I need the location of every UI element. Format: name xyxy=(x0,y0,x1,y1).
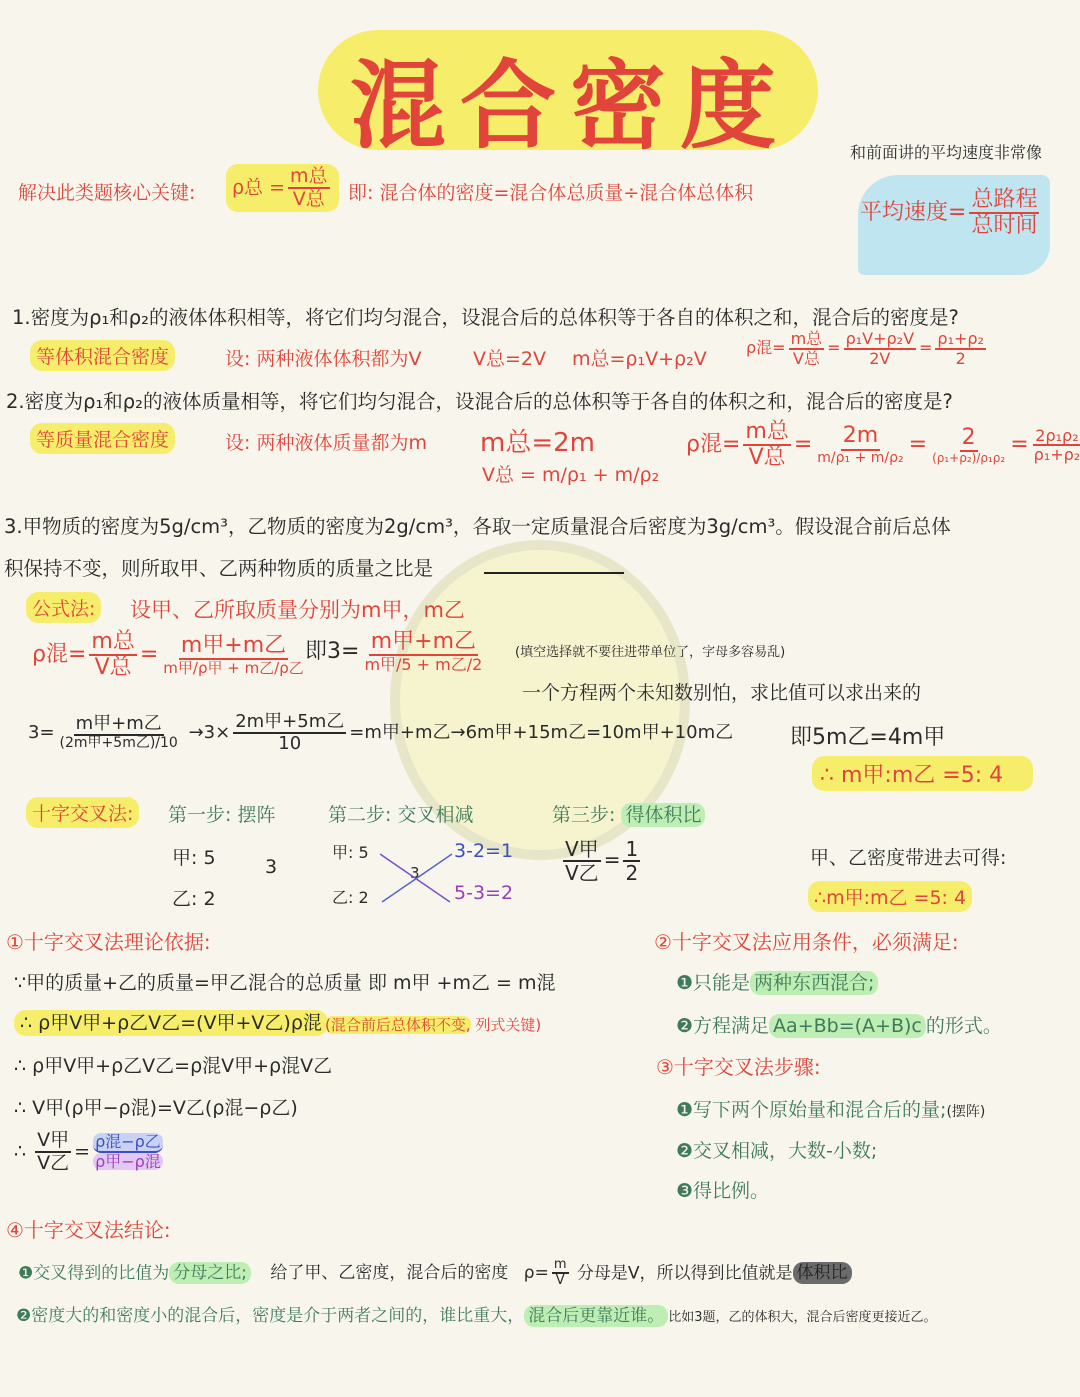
s1-line4: ∴ V甲(ρ甲−ρ混)=V乙(ρ混−ρ乙) xyxy=(14,1097,298,1119)
eq2-n: m甲+m乙 xyxy=(369,630,478,656)
s4-i1-f: ρ= xyxy=(523,1263,549,1284)
array-yi: 乙: 2 xyxy=(172,888,216,910)
s4-i1-a: ❶交叉得到的比值为 xyxy=(18,1263,170,1284)
sub-text: 甲、乙密度带进去可得: xyxy=(810,847,1007,869)
s1-note-b: 列式关键) xyxy=(470,1016,542,1034)
s1-line1: ∵甲的质量+乙的质量=甲乙混合的总质量 即 m甲 +m乙 = m混 xyxy=(14,972,556,994)
q1-tag: 等体积混合密度 xyxy=(30,340,175,371)
q1-f2n: ρ₁V+ρ₂V xyxy=(845,329,915,348)
speed-num: 总路程 xyxy=(969,188,1039,214)
q2-f1n: m总 xyxy=(743,420,790,446)
eq3 xyxy=(28,712,733,754)
s1-line5: ∴ $\frac{\text{V甲}}{\text{V乙}}$ = $\frac{\text{ρ混−ρ乙}}{\text{ρ甲−ρ混}}$ xyxy=(14,1129,161,1174)
s4-i1-fn: m xyxy=(552,1258,569,1274)
q2-question: 2.密度为ρ₁和ρ₂的液体质量相等，将它们均匀混合，设混合后的总体积等于各自的体积之和，混合后的密度是? xyxy=(6,390,953,413)
q1-f1d: V总 xyxy=(792,348,820,368)
array-jia: 甲: 5 xyxy=(172,847,216,869)
cross-jia: 甲: 5 xyxy=(332,843,369,862)
key-den: V总 xyxy=(292,187,325,210)
q1-rho: ρ混= xyxy=(746,338,786,358)
s4-i1-b: 分母之比; xyxy=(169,1262,251,1284)
q1-question: 1.密度为ρ₁和ρ₂的液体体积相等，将它们均匀混合，设混合后的总体积等于各自的体积之和，混合后的密度是? xyxy=(12,306,959,329)
q2-f4n: 2ρ₁ρ₂ xyxy=(1035,425,1079,445)
q2-rho: ρ混= xyxy=(686,432,741,458)
q2-f2d: m/ρ₁ + m/ρ₂ xyxy=(817,449,904,466)
ratio-rn: 1 xyxy=(625,837,639,861)
s4-item2 xyxy=(16,1301,937,1326)
s3-i1: ❶写下两个原始量和混合后的量; xyxy=(676,1099,947,1121)
key-explain: 即: 混合体的密度=混合体总质量÷混合体总体积 xyxy=(348,182,754,204)
key-formula-lhs: ρ总 = xyxy=(232,176,286,199)
eq4: 即5m乙=4m甲 xyxy=(790,725,946,750)
array-mix: 3 xyxy=(265,856,278,878)
q1-v: V总=2V xyxy=(473,348,547,370)
s1-l5-n: V甲 xyxy=(37,1129,70,1151)
eq3-n: m甲+m乙 xyxy=(75,713,162,735)
speed-lhs: 平均速度= xyxy=(860,200,967,226)
q2-rho-formula: ρ混= $\frac{\text{m总}}{\text{V总}}$ = $\frac{2m}{\text{m/ρ₁ + m/ρ₂}}$ = $\frac{2}{\text{(ρ₁+ρ₂)/ρ₁ρ₂}}$ = $\frac{\text{2ρ₁ρ₂}}{\text{ρ₁+ρ₂}}$ xyxy=(686,420,1080,470)
q1-rho-formula: ρ混= $\frac{\text{m总}}{\text{V总}}$ = $\frac{\text{ρ₁V+ρ₂V}}{2V}$ = $\frac{\text{ρ₁+ρ₂}}{2}$ xyxy=(746,329,984,368)
cross-bottom: 5-3=2 xyxy=(454,882,514,904)
s2-item2 xyxy=(676,1011,1002,1038)
volume-ratio: $\frac{\text{V甲}}{\text{V乙}}$ = $\frac{1}{2}$ xyxy=(565,837,639,885)
eq3-md: 10 xyxy=(278,732,302,754)
step2: 第二步: 交叉相减 xyxy=(328,804,474,826)
s2-i2-a: ❷方程满足 xyxy=(676,1015,770,1037)
cross-lines xyxy=(378,850,458,906)
eq3-mid: →3× xyxy=(188,721,231,743)
s4-title: ④十字交叉法结论: xyxy=(6,1218,171,1242)
q1-f3d: 2 xyxy=(955,348,966,368)
eq1-f2d: m甲/ρ甲 + m乙/ρ乙 xyxy=(163,659,304,678)
s3-item2: ❷交叉相减，大数-小数; xyxy=(676,1140,878,1162)
note1: (填空选择就不要往进带单位了，字母多容易乱) xyxy=(515,645,786,660)
q1-f3n: ρ₁+ρ₂ xyxy=(937,329,984,348)
q2-f3d: (ρ₁+ρ₂)/ρ₁ρ₂ xyxy=(932,450,1006,465)
method1-set: 设甲、乙所取质量分别为m甲，m乙 xyxy=(130,598,465,622)
eq3-mn: 2m甲+5m乙 xyxy=(235,711,345,732)
key-label: 解决此类题核心关键: xyxy=(18,182,196,204)
q2-f4d: ρ₁+ρ₂ xyxy=(1033,445,1080,465)
q2-v-lhs: V总 = xyxy=(482,464,536,486)
s1-l5-d: V乙 xyxy=(37,1151,70,1174)
method1-label: 公式法: xyxy=(26,592,101,623)
key-formula xyxy=(226,164,339,212)
q1-f2d: 2V xyxy=(869,348,891,368)
s4-i1-e: 体积比 xyxy=(793,1262,852,1284)
s4-item1 xyxy=(18,1258,852,1289)
q2-f3n: 2 xyxy=(960,426,978,452)
q1-m: m总=ρ₁V+ρ₂V xyxy=(572,348,707,370)
step1: 第一步: 摆阵 xyxy=(168,804,276,826)
eq2 xyxy=(305,630,487,674)
s4-i2-b: 混合后更靠近谁。 xyxy=(524,1305,668,1327)
page-title: 混合密度 xyxy=(350,50,790,162)
s2-i2-c: 的形式。 xyxy=(925,1015,1002,1037)
note2: 一个方程两个未知数别怕，求比值可以求出来的 xyxy=(522,682,922,704)
answer2: ∴m甲:m乙 =5: 4 xyxy=(808,881,972,912)
eq2-d: m甲/5 + m乙/2 xyxy=(364,655,483,675)
s4-i1-fd: V xyxy=(555,1273,565,1289)
eq1-f2n: m甲+m乙 xyxy=(179,634,288,660)
s2-i1-b: 两种东西混合; xyxy=(750,971,878,995)
q3-question-1: 3.甲物质的密度为5g/cm³，乙物质的密度为2g/cm³，各取一定质量混合后密度为3g/cm³。假设混合前后总体 xyxy=(4,515,951,538)
s1-line2-note xyxy=(325,1014,541,1035)
cross-top: 3-2=1 xyxy=(454,840,514,862)
s4-i2-a: ❷密度大的和密度小的混合后，密度是介于两者之间的，谁比重大， xyxy=(16,1306,525,1326)
s1-line2-formula: ∴ ρ甲V甲+ρ乙V乙=(V甲+V乙)ρ混 xyxy=(14,1010,328,1036)
step3 xyxy=(552,800,705,827)
s3-item1 xyxy=(676,1095,985,1122)
s3-i1-note: (摆阵) xyxy=(946,1104,986,1120)
q2-v-rhs: m/ρ₁ + m/ρ₂ xyxy=(542,464,660,486)
s1-l5-rd: ρ甲−ρ混 xyxy=(95,1151,161,1171)
q2-m: m总=2m xyxy=(480,428,595,458)
s2-title: ②十字交叉法应用条件，必须满足: xyxy=(654,930,959,954)
s3-title: ③十字交叉法步骤: xyxy=(656,1055,821,1079)
eq3-rest: =m甲+m乙→6m甲+15m乙=10m甲+10m乙 xyxy=(349,721,734,743)
eq1-lhs: ρ混= xyxy=(32,642,87,668)
eq2-lhs: 即3= xyxy=(305,638,360,664)
s4-i2-c: 比如3题，乙的体积大，混合后密度更接近乙。 xyxy=(668,1310,937,1325)
cross-yi: 乙: 2 xyxy=(332,888,369,907)
speed-formula xyxy=(860,188,1042,238)
s1-title: ①十字交叉法理论依据: xyxy=(6,930,211,954)
cross-mix: 3 xyxy=(410,864,420,882)
step3-label: 第三步: xyxy=(552,804,622,826)
eq3-lhs: 3= xyxy=(28,721,55,743)
ratio-d: V乙 xyxy=(565,861,599,885)
s1-l5-rn: ρ混−ρ乙 xyxy=(95,1132,161,1152)
side-note: 和前面讲的平均速度非常像 xyxy=(850,143,1043,162)
s1-line2 xyxy=(14,1008,328,1035)
s1-therefore: ∴ xyxy=(14,1140,27,1163)
q2-v xyxy=(482,460,659,487)
q2-f2n: 2m xyxy=(841,424,880,450)
method2-label: 十字交叉法: xyxy=(26,797,139,828)
eq1: ρ混= $\frac{\text{m总}}{\text{V总}}$ = $\frac{\text{m甲+m乙}}{\text{m甲/ρ甲 + m乙/ρ乙}}$ xyxy=(32,629,304,681)
answer1: ∴ m甲:m乙 =5: 4 xyxy=(812,756,1033,791)
q1-set: 设: 两种液体体积都为V xyxy=(225,348,422,370)
q2-f1d: V总 xyxy=(748,445,786,471)
eq3-d: (2m甲+5m乙)/10 xyxy=(59,735,178,751)
s2-item1 xyxy=(676,968,878,995)
eq1-f1n: m总 xyxy=(89,630,136,656)
q2-tag: 等质量混合密度 xyxy=(30,423,175,454)
s4-i1-c: 给了甲、乙密度，混合后的密度 xyxy=(270,1263,509,1284)
s2-i2-b: Aa+Bb=(A+B)c xyxy=(769,1014,926,1038)
ratio-rd: 2 xyxy=(625,861,639,885)
s4-i1-d: 分母是V，所以得到比值就是 xyxy=(576,1263,793,1284)
answer-blank xyxy=(484,572,624,574)
s2-i1-a: ❶只能是 xyxy=(676,972,751,994)
s1-note-a: (混合前后总体积不变, xyxy=(325,1016,471,1034)
q2-set: 设: 两种液体质量都为m xyxy=(225,432,427,454)
s3-item3: ❸得比例。 xyxy=(676,1180,770,1202)
eq1-f1d: V总 xyxy=(94,655,132,681)
s1-line3: ∴ ρ甲V甲+ρ乙V乙=ρ混V甲+ρ混V乙 xyxy=(14,1055,333,1077)
key-num: m总 xyxy=(290,165,328,187)
step3-highlight: 得体积比 xyxy=(621,803,705,827)
ratio-n: V甲 xyxy=(565,837,599,861)
q1-f1n: m总 xyxy=(790,329,823,348)
speed-den: 总时间 xyxy=(971,213,1038,239)
q3-question-2: 积保持不变，则所取甲、乙两种物质的质量之比是 xyxy=(4,557,434,580)
